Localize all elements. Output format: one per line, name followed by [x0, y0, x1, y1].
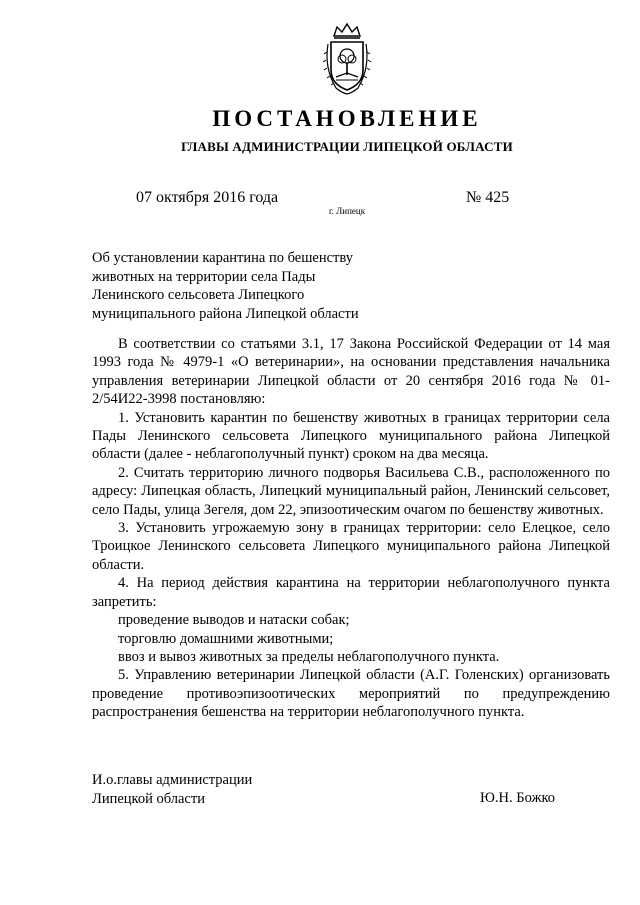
clause-4-item: проведение выводов и натаски собак; [118, 612, 350, 629]
signatory-position-line: И.о.главы администрации [92, 772, 253, 788]
document-body [92, 335, 610, 722]
clause-4-item: ввоз и вывоз животных за пределы неблагополучного пункта. [118, 648, 500, 665]
clause-2: 2. Считать территорию личного подворья Васильева С.В., расположенного по адресу: Липецкая область, Липецкий муниципальный район, Ленинский сельсовет, село Пады, улица Зегеля, дом 22, эпизоотическим очагом по бешенству животных. [92, 464, 610, 518]
document-city: г. Липецк [329, 206, 366, 216]
document-subtitle: ГЛАВЫ АДМИНИСТРАЦИИ ЛИПЕЦКОЙ ОБЛАСТИ [181, 139, 513, 154]
signatory-position [92, 771, 252, 808]
clause-5: 5. Управлению ветеринарии Липецкой области (А.Г. Голенских) организовать проведение противоэпизоотических мероприятий по предупреждению распространения бешенства на территории неблагополучного пункта. [92, 667, 610, 721]
preamble-paragraph: В соответствии со статьями 3.1, 17 Закона Российской Федерации от 14 мая 1993 года № 4979-1 «О ветеринарии», на основании представления начальника управления ветеринарии Липецкой области от 20 сентября 2016 года № 01-2/54И22-3998 постановляю: [92, 336, 610, 408]
clause-3: 3. Установить угрожаемую зону в границах территории: село Елецкое, село Троицкое Ленинского сельсовета Липецкого муниципального района Липецкой области. [92, 520, 610, 573]
coat-of-arms-icon [322, 22, 372, 96]
document-number: № 425 [466, 189, 510, 206]
subject-line: муниципального района Липецкой области [92, 305, 359, 322]
document-date: 07 октября 2016 года [136, 189, 279, 206]
document-subject [92, 249, 392, 323]
clause-4-item: торговлю домашними животными; [118, 630, 334, 647]
clause-1: 1. Установить карантин по бешенству животных в границах территории села Пады Ленинского сельсовета Липецкого муниципального района Липецкой области (далее - неблагополучный пункт) сроком на два месяца. [92, 409, 610, 463]
signatory-position-line: Липецкой области [92, 790, 205, 807]
signatory-name: Ю.Н. Божко [480, 790, 556, 806]
subject-line: животных на территории села Пады [92, 268, 316, 285]
document-title: ПОСТАНОВЛЕНИЕ [212, 106, 482, 131]
clause-4: 4. На период действия карантина на территории неблагополучного пункта запретить: [92, 575, 610, 610]
subject-line: Ленинского сельсовета Липецкого [92, 287, 305, 303]
subject-line: Об установлении карантина по бешенству [92, 250, 353, 266]
